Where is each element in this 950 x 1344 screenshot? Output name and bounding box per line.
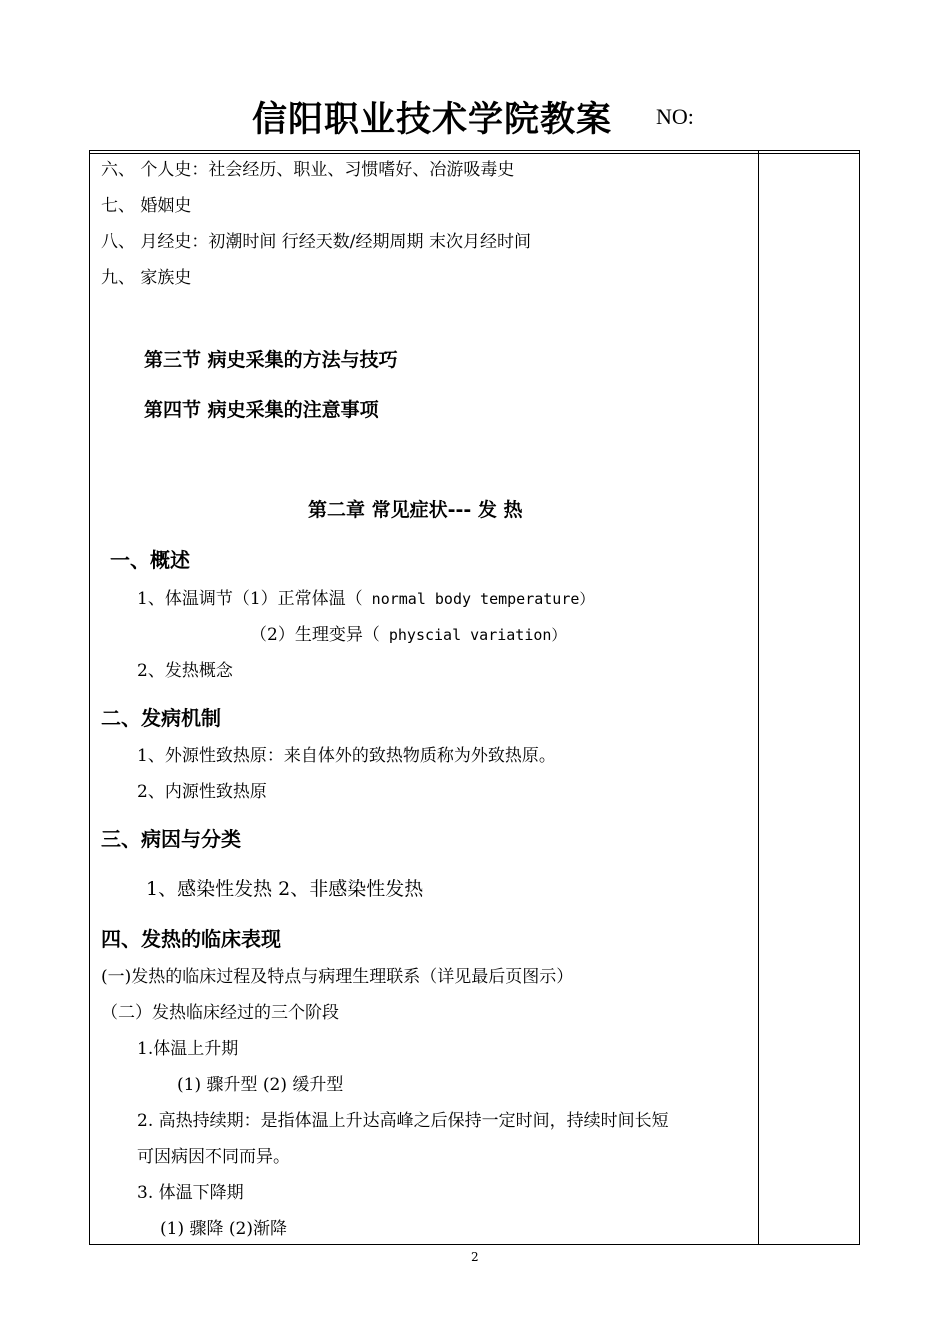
three-stages-heading: （二）发热临床经过的三个阶段	[101, 1003, 339, 1023]
temperature-normal-english: normal body temperature）	[362, 590, 595, 608]
history-item-marital: 七、 婚姻史	[101, 196, 192, 216]
clinical-process-note: (一)发热的临床过程及特点与病理生理联系（详见最后页图示）	[101, 967, 574, 987]
fever-classification: 1、感染性发热 2、非感染性发热	[146, 878, 424, 900]
exogenous-pyrogen: 1、外源性致热原：来自体外的致热物质称为外致热原。	[137, 746, 556, 766]
body-temperature-regulation	[137, 584, 594, 609]
page-number: 2	[471, 1250, 479, 1264]
endogenous-pyrogen: 2、内源性致热原	[137, 782, 267, 802]
page-title: 信阳职业技术学院教案	[252, 100, 613, 140]
rising-types: (1) 骤升型 (2) 缓升型	[177, 1075, 344, 1095]
fever-concept: 2、发热概念	[137, 661, 233, 681]
notes-column-divider	[758, 150, 759, 1245]
section-4-heading: 第四节 病史采集的注意事项	[144, 399, 379, 421]
physiological-variation	[250, 620, 566, 645]
stage-persistent-continued: 可因病因不同而异。	[137, 1147, 290, 1167]
document-number-label: NO:	[656, 104, 694, 129]
variation-label: （2）生理变异（	[250, 625, 380, 645]
chapter-heading: 第二章 常见症状--- 发 热	[308, 499, 523, 521]
section-3-heading: 第三节 病史采集的方法与技巧	[144, 349, 398, 371]
table-top-double-line	[89, 153, 860, 154]
stage-falling: 3. 体温下降期	[137, 1183, 244, 1203]
heading-overview: 一、概述	[110, 548, 190, 572]
variation-english: physcial variation）	[379, 626, 567, 644]
stage-persistent: 2. 高热持续期：是指体温上升达高峰之后保持一定时间，持续时间长短	[137, 1111, 669, 1131]
history-item-family: 九、 家族史	[101, 268, 192, 288]
falling-types: (1) 骤降 (2)渐降	[160, 1219, 287, 1239]
stage-rising: 1.体温上升期	[137, 1039, 239, 1059]
temperature-normal-label: 1、体温调节（1）正常体温（	[137, 589, 363, 609]
history-item-personal: 六、 个人史：社会经历、职业、习惯嗜好、冶游吸毒史	[101, 160, 515, 180]
heading-clinical-manifestation: 四、发热的临床表现	[101, 927, 281, 951]
history-item-menstrual: 八、 月经史：初潮时间 行经天数/经期周期 末次月经时间	[101, 232, 531, 252]
heading-mechanism: 二、发病机制	[101, 706, 221, 730]
heading-causes: 三、病因与分类	[101, 827, 241, 851]
